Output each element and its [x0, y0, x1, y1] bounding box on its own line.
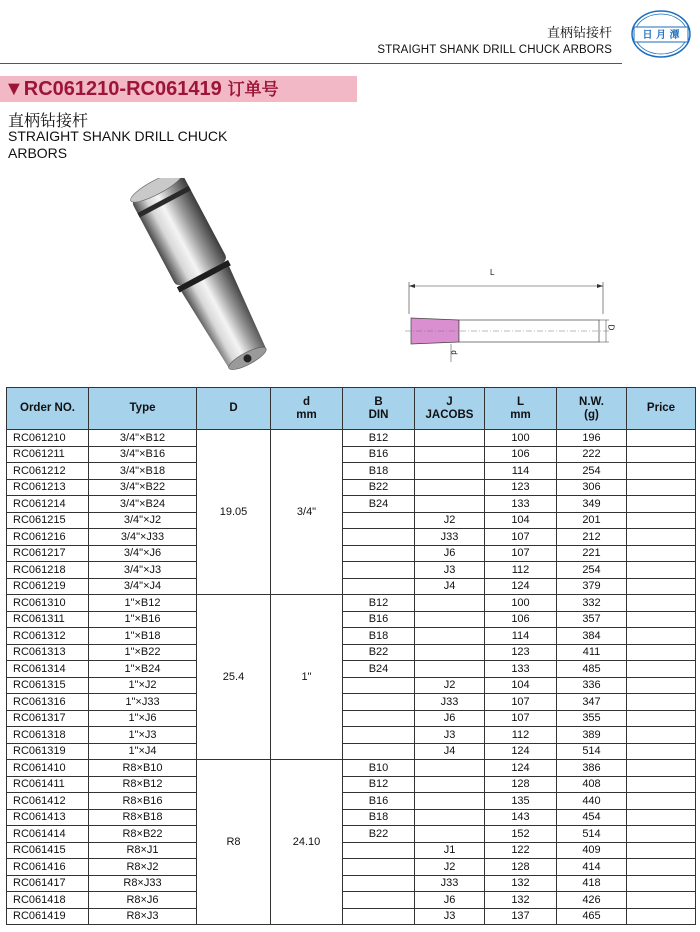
type-cell: 3/4"×J33	[89, 529, 197, 546]
length-cell: 107	[485, 710, 557, 727]
price-cell	[627, 578, 696, 595]
order-number-cell: RC061317	[7, 710, 89, 727]
jacobs-cell	[415, 430, 485, 447]
length-cell: 128	[485, 859, 557, 876]
net-weight-cell: 440	[557, 793, 627, 810]
net-weight-cell: 485	[557, 661, 627, 678]
column-header	[7, 388, 89, 430]
jacobs-cell: J1	[415, 842, 485, 859]
column-header-line1: D	[229, 402, 238, 414]
net-weight-cell: 379	[557, 578, 627, 595]
net-weight-cell: 222	[557, 446, 627, 463]
type-cell: 3/4"×B24	[89, 496, 197, 513]
column-header	[627, 388, 696, 430]
length-cell: 124	[485, 743, 557, 760]
net-weight-cell: 454	[557, 809, 627, 826]
net-weight-cell: 332	[557, 595, 627, 612]
price-cell	[627, 545, 696, 562]
column-header-line1: N.W.	[579, 395, 604, 408]
order-number-cell: RC061413	[7, 809, 89, 826]
din-cell	[343, 842, 415, 859]
din-cell	[343, 859, 415, 876]
table-row	[7, 479, 696, 496]
order-number-cell: RC061312	[7, 628, 89, 645]
length-cell: 114	[485, 628, 557, 645]
type-cell: R8×B12	[89, 776, 197, 793]
type-cell: 1"×B22	[89, 644, 197, 661]
jacobs-cell: J2	[415, 677, 485, 694]
price-cell	[627, 727, 696, 744]
type-cell: 1"×B24	[89, 661, 197, 678]
jacobs-cell: J2	[415, 512, 485, 529]
column-header	[415, 388, 485, 430]
jacobs-cell	[415, 826, 485, 843]
type-cell: 1"×B18	[89, 628, 197, 645]
table-row	[7, 892, 696, 909]
jacobs-cell	[415, 496, 485, 513]
price-cell	[627, 842, 696, 859]
net-weight-cell: 201	[557, 512, 627, 529]
length-cell: 137	[485, 908, 557, 925]
order-number-cell: RC061210	[7, 430, 89, 447]
din-cell	[343, 529, 415, 546]
price-cell	[627, 793, 696, 810]
din-cell: B18	[343, 809, 415, 826]
din-cell	[343, 545, 415, 562]
net-weight-cell: 426	[557, 892, 627, 909]
table-row	[7, 463, 696, 480]
column-header-line2: mm	[510, 408, 531, 421]
logo-text: 日 月 潭	[642, 30, 680, 41]
order-number-cell: RC061213	[7, 479, 89, 496]
order-number-cell: RC061410	[7, 760, 89, 777]
jacobs-cell: J3	[415, 908, 485, 925]
net-weight-cell: 254	[557, 463, 627, 480]
net-weight-cell: 386	[557, 760, 627, 777]
order-number-cell: RC061212	[7, 463, 89, 480]
net-weight-cell: 347	[557, 694, 627, 711]
order-number-cell: RC061211	[7, 446, 89, 463]
price-cell	[627, 809, 696, 826]
price-cell	[627, 661, 696, 678]
order-number-cell: RC061411	[7, 776, 89, 793]
d-mm-cell: 24.10	[271, 760, 343, 925]
column-header-line1: B	[374, 395, 383, 408]
column-header-line1: Price	[646, 402, 676, 414]
length-cell: 100	[485, 595, 557, 612]
table-row	[7, 611, 696, 628]
length-cell: 132	[485, 892, 557, 909]
table-row	[7, 578, 696, 595]
din-cell: B18	[343, 628, 415, 645]
order-number-cell: RC061419	[7, 908, 89, 925]
column-header-line2: DIN	[368, 408, 389, 421]
din-cell: B12	[343, 776, 415, 793]
table-row	[7, 628, 696, 645]
table-row	[7, 545, 696, 562]
length-cell: 128	[485, 776, 557, 793]
din-cell: B16	[343, 446, 415, 463]
spec-table	[6, 387, 696, 925]
type-cell: 3/4"×B16	[89, 446, 197, 463]
type-cell: 3/4"×B18	[89, 463, 197, 480]
order-number-cell: RC061313	[7, 644, 89, 661]
column-header-line1: J	[446, 395, 453, 408]
type-cell: R8×B18	[89, 809, 197, 826]
din-cell: B18	[343, 463, 415, 480]
type-cell: R8×J6	[89, 892, 197, 909]
length-cell: 107	[485, 529, 557, 546]
jacobs-cell	[415, 595, 485, 612]
price-cell	[627, 644, 696, 661]
price-cell	[627, 710, 696, 727]
table-row	[7, 793, 696, 810]
price-cell	[627, 760, 696, 777]
length-cell: 100	[485, 430, 557, 447]
din-cell	[343, 875, 415, 892]
length-cell: 122	[485, 842, 557, 859]
net-weight-cell: 212	[557, 529, 627, 546]
price-cell	[627, 562, 696, 579]
price-cell	[627, 479, 696, 496]
table-row	[7, 595, 696, 612]
type-cell: 3/4"×J3	[89, 562, 197, 579]
order-number-cell: RC061219	[7, 578, 89, 595]
product-title-en: STRAIGHT SHANK DRILL CHUCK ARBORS	[8, 128, 228, 161]
table-row	[7, 727, 696, 744]
table-row	[7, 710, 696, 727]
din-cell: B16	[343, 611, 415, 628]
jacobs-cell	[415, 776, 485, 793]
price-cell	[627, 743, 696, 760]
shank-diameter-cell: 19.05	[197, 430, 271, 595]
table-row	[7, 512, 696, 529]
table-row	[7, 743, 696, 760]
banner-arrow-icon: ▼	[4, 78, 24, 100]
shank-diameter-cell: R8	[197, 760, 271, 925]
column-header-line2: mm	[296, 408, 317, 421]
order-number-cell: RC061412	[7, 793, 89, 810]
type-cell: 3/4"×B22	[89, 479, 197, 496]
order-number-cell: RC061415	[7, 842, 89, 859]
dimension-label-L: L	[490, 268, 495, 277]
length-cell: 104	[485, 512, 557, 529]
price-cell	[627, 628, 696, 645]
length-cell: 107	[485, 545, 557, 562]
order-number-cell: RC061416	[7, 859, 89, 876]
net-weight-cell: 465	[557, 908, 627, 925]
din-cell	[343, 578, 415, 595]
jacobs-cell: J2	[415, 859, 485, 876]
table-row	[7, 826, 696, 843]
length-cell: 104	[485, 677, 557, 694]
banner-suffix: 订单号	[221, 80, 279, 100]
banner-code: RC061210-RC061419	[23, 78, 222, 100]
type-cell: 1"×J4	[89, 743, 197, 760]
length-cell: 143	[485, 809, 557, 826]
type-cell: R8×B16	[89, 793, 197, 810]
price-cell	[627, 908, 696, 925]
column-header-line2: JACOBS	[425, 408, 474, 421]
type-cell: R8×J2	[89, 859, 197, 876]
dimension-label-d: d	[449, 350, 459, 355]
net-weight-cell: 384	[557, 628, 627, 645]
column-header	[197, 388, 271, 430]
jacobs-cell	[415, 661, 485, 678]
price-cell	[627, 463, 696, 480]
price-cell	[627, 430, 696, 447]
order-number-cell: RC061316	[7, 694, 89, 711]
order-number-cell: RC061315	[7, 677, 89, 694]
table-row	[7, 677, 696, 694]
jacobs-cell	[415, 479, 485, 496]
order-number-cell: RC061217	[7, 545, 89, 562]
type-cell: 3/4"×B12	[89, 430, 197, 447]
din-cell	[343, 908, 415, 925]
price-cell	[627, 859, 696, 876]
table-row	[7, 496, 696, 513]
type-cell: 1"×B12	[89, 595, 197, 612]
price-cell	[627, 677, 696, 694]
header-title-en: STRAIGHT SHANK DRILL CHUCK ARBORS	[377, 44, 612, 56]
column-header-line1: Type	[129, 402, 156, 414]
din-cell	[343, 562, 415, 579]
jacobs-cell: J33	[415, 875, 485, 892]
jacobs-cell	[415, 611, 485, 628]
net-weight-cell: 349	[557, 496, 627, 513]
jacobs-cell: J33	[415, 694, 485, 711]
jacobs-cell: J4	[415, 578, 485, 595]
table-row	[7, 776, 696, 793]
d-mm-cell: 1"	[271, 595, 343, 760]
din-cell: B22	[343, 826, 415, 843]
price-cell	[627, 595, 696, 612]
length-cell: 123	[485, 479, 557, 496]
jacobs-cell	[415, 446, 485, 463]
type-cell: R8×J1	[89, 842, 197, 859]
length-cell: 123	[485, 644, 557, 661]
price-cell	[627, 694, 696, 711]
length-cell: 112	[485, 727, 557, 744]
table-row	[7, 430, 696, 447]
table-row	[7, 446, 696, 463]
jacobs-cell	[415, 809, 485, 826]
length-cell: 133	[485, 661, 557, 678]
price-cell	[627, 611, 696, 628]
table-header-row	[7, 388, 696, 430]
table-row	[7, 644, 696, 661]
jacobs-cell: J6	[415, 710, 485, 727]
price-cell	[627, 529, 696, 546]
type-cell: R8×J33	[89, 875, 197, 892]
din-cell: B16	[343, 793, 415, 810]
arbor-photo	[92, 178, 312, 373]
net-weight-cell: 514	[557, 826, 627, 843]
din-cell: B12	[343, 430, 415, 447]
length-cell: 106	[485, 611, 557, 628]
jacobs-cell	[415, 793, 485, 810]
length-cell: 133	[485, 496, 557, 513]
column-header	[271, 388, 343, 430]
din-cell	[343, 743, 415, 760]
jacobs-cell: J6	[415, 545, 485, 562]
type-cell: 3/4"×J2	[89, 512, 197, 529]
order-number-cell: RC061318	[7, 727, 89, 744]
table-row	[7, 809, 696, 826]
table-row	[7, 875, 696, 892]
length-cell: 132	[485, 875, 557, 892]
column-header	[485, 388, 557, 430]
din-cell	[343, 677, 415, 694]
jacobs-cell: J3	[415, 562, 485, 579]
net-weight-cell: 414	[557, 859, 627, 876]
order-range-banner	[0, 76, 357, 102]
order-number-cell: RC061417	[7, 875, 89, 892]
net-weight-cell: 336	[557, 677, 627, 694]
price-cell	[627, 496, 696, 513]
header-divider	[0, 63, 622, 64]
jacobs-cell: J3	[415, 727, 485, 744]
order-number-cell: RC061310	[7, 595, 89, 612]
order-number-cell: RC061214	[7, 496, 89, 513]
type-cell: 3/4"×J6	[89, 545, 197, 562]
length-cell: 106	[485, 446, 557, 463]
shank-diameter-cell: 25.4	[197, 595, 271, 760]
price-cell	[627, 512, 696, 529]
jacobs-cell	[415, 760, 485, 777]
net-weight-cell: 418	[557, 875, 627, 892]
column-header-line1: Order NO.	[20, 402, 75, 414]
din-cell: B12	[343, 595, 415, 612]
din-cell: B22	[343, 644, 415, 661]
column-header	[343, 388, 415, 430]
net-weight-cell: 306	[557, 479, 627, 496]
din-cell	[343, 710, 415, 727]
net-weight-cell: 411	[557, 644, 627, 661]
din-cell	[343, 892, 415, 909]
din-cell: B24	[343, 661, 415, 678]
d-mm-cell: 3/4"	[271, 430, 343, 595]
type-cell: R8×J3	[89, 908, 197, 925]
jacobs-cell: J6	[415, 892, 485, 909]
net-weight-cell: 196	[557, 430, 627, 447]
net-weight-cell: 221	[557, 545, 627, 562]
length-cell: 114	[485, 463, 557, 480]
column-header	[557, 388, 627, 430]
din-cell: B24	[343, 496, 415, 513]
net-weight-cell: 254	[557, 562, 627, 579]
din-cell	[343, 694, 415, 711]
column-header-line2: (g)	[584, 408, 599, 421]
table-row	[7, 694, 696, 711]
price-cell	[627, 446, 696, 463]
table-row	[7, 529, 696, 546]
din-cell: B10	[343, 760, 415, 777]
table-row	[7, 859, 696, 876]
jacobs-cell: J33	[415, 529, 485, 546]
header-title-cn: 直柄钻接杆	[546, 26, 612, 41]
jacobs-cell	[415, 463, 485, 480]
order-number-cell: RC061311	[7, 611, 89, 628]
column-header-line1: d	[302, 395, 311, 408]
length-cell: 152	[485, 826, 557, 843]
net-weight-cell: 357	[557, 611, 627, 628]
net-weight-cell: 389	[557, 727, 627, 744]
brand-logo	[630, 8, 692, 60]
price-cell	[627, 776, 696, 793]
order-number-cell: RC061218	[7, 562, 89, 579]
type-cell: 1"×J33	[89, 694, 197, 711]
price-cell	[627, 826, 696, 843]
price-cell	[627, 892, 696, 909]
jacobs-cell: J4	[415, 743, 485, 760]
length-cell: 124	[485, 760, 557, 777]
column-header	[89, 388, 197, 430]
type-cell: R8×B10	[89, 760, 197, 777]
price-cell	[627, 875, 696, 892]
length-cell: 124	[485, 578, 557, 595]
length-cell: 135	[485, 793, 557, 810]
net-weight-cell: 408	[557, 776, 627, 793]
order-number-cell: RC061414	[7, 826, 89, 843]
length-cell: 107	[485, 694, 557, 711]
table-row	[7, 562, 696, 579]
order-number-cell: RC061215	[7, 512, 89, 529]
product-title-cn: 直柄钻接杆	[8, 111, 89, 130]
jacobs-cell	[415, 644, 485, 661]
order-number-cell: RC061418	[7, 892, 89, 909]
dimension-drawing	[395, 262, 627, 372]
order-number-cell: RC061319	[7, 743, 89, 760]
table-row	[7, 661, 696, 678]
din-cell	[343, 512, 415, 529]
net-weight-cell: 355	[557, 710, 627, 727]
length-cell: 112	[485, 562, 557, 579]
table-row	[7, 842, 696, 859]
type-cell: R8×B22	[89, 826, 197, 843]
type-cell: 1"×B16	[89, 611, 197, 628]
type-cell: 1"×J2	[89, 677, 197, 694]
net-weight-cell: 514	[557, 743, 627, 760]
table-row	[7, 908, 696, 925]
type-cell: 3/4"×J4	[89, 578, 197, 595]
din-cell	[343, 727, 415, 744]
net-weight-cell: 409	[557, 842, 627, 859]
type-cell: 1"×J6	[89, 710, 197, 727]
order-number-cell: RC061216	[7, 529, 89, 546]
order-number-cell: RC061314	[7, 661, 89, 678]
jacobs-cell	[415, 628, 485, 645]
din-cell: B22	[343, 479, 415, 496]
column-header-line1: L	[516, 395, 525, 408]
dimension-label-D: D	[606, 324, 616, 331]
type-cell: 1"×J3	[89, 727, 197, 744]
table-row	[7, 760, 696, 777]
